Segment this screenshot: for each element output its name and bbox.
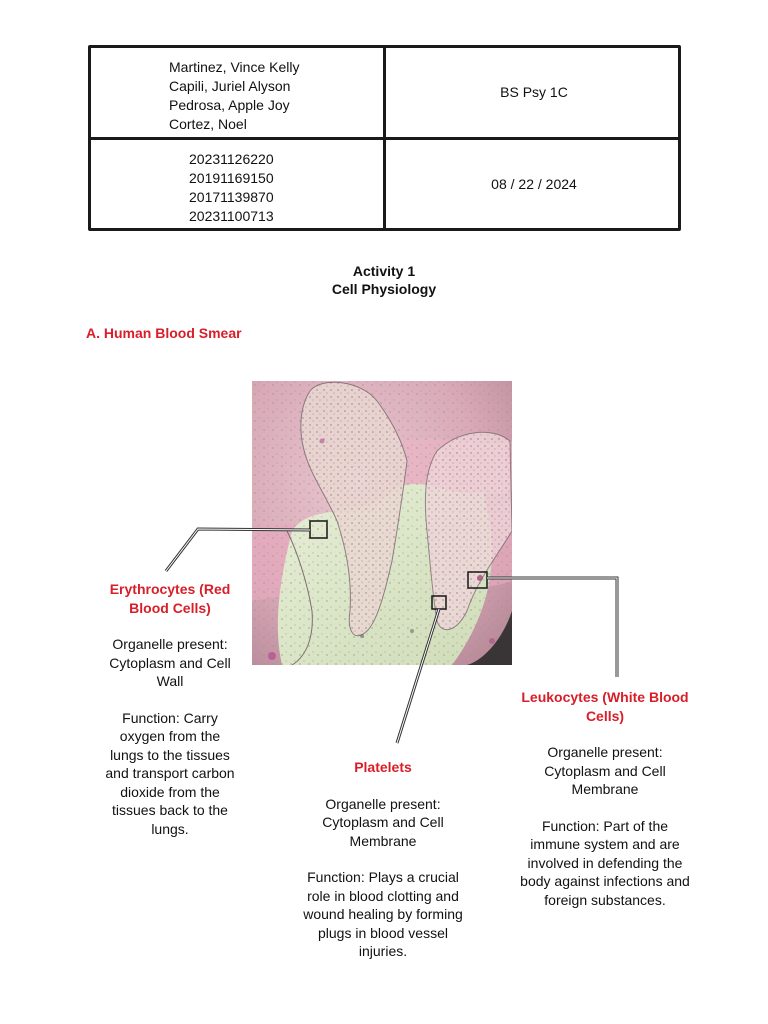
names-cell [169, 58, 299, 134]
erythrocytes-function-1: Function: Carry [122, 709, 218, 726]
leukocytes-function-3: involved in defending the [527, 854, 683, 871]
platelets-organelle-2: Cytoplasm and Cell [322, 814, 444, 830]
leukocytes-function-5: foreign substances. [544, 891, 666, 908]
leukocytes-organelle-1: Organelle present: [547, 744, 663, 760]
date-cell [387, 140, 681, 228]
leukocytes-function-4: body against infections and [520, 873, 690, 889]
leukocytes-organelle-3: Membrane [571, 781, 639, 797]
leukocytes-organelle-2: Cytoplasm and Cell [544, 762, 666, 779]
section-heading: A. Human Blood Smear [86, 325, 242, 341]
erythrocytes-function-4: and transport carbon [105, 765, 235, 781]
erythrocytes-function-7: lungs. [151, 820, 189, 837]
activity-title: Activity 1 [352, 263, 416, 279]
erythrocytes-block [95, 580, 245, 838]
name-1: Martinez, Vince Kelly [169, 59, 300, 75]
erythrocytes-organelle-2: Cytoplasm and Cell [109, 654, 231, 671]
leukocytes-function-2: immune system and are [530, 836, 680, 852]
platelets-function-4: plugs in blood vessel [318, 924, 448, 941]
student-id-4: 20231100713 [189, 208, 274, 224]
ids-cell [189, 150, 274, 226]
platelets-organelle-3: Membrane [349, 832, 417, 849]
platelets-function-5: injuries. [358, 943, 408, 959]
student-id-3: 20171139870 [189, 189, 274, 205]
course-text: BS Psy 1C [500, 84, 568, 100]
blood-smear-micrograph [252, 381, 512, 665]
leukocytes-label-2: Cells) [585, 707, 625, 724]
activity-subtitle: Cell Physiology [331, 281, 437, 297]
name-4: Cortez, Noel [169, 116, 247, 132]
leukocytes-function-1: Function: Part of the [541, 817, 669, 834]
platelets-function-1: Function: Plays a crucial [307, 869, 459, 885]
platelets-function-2: role in blood clotting and [307, 887, 459, 904]
name-3: Pedrosa, Apple Joy [169, 97, 290, 113]
student-id-2: 20191169150 [189, 170, 274, 186]
erythrocytes-label-1: Erythrocytes (Red [109, 581, 231, 597]
erythrocytes-organelle-3: Wall [156, 673, 184, 689]
erythrocytes-label-2: Blood Cells) [129, 599, 211, 616]
platelets-organelle-1: Organelle present: [325, 795, 441, 812]
erythrocytes-function-3: lungs to the tissues [110, 746, 230, 763]
platelets-function-3: wound healing by forming [303, 906, 463, 922]
erythrocytes-function-6: tissues back to the [112, 802, 228, 818]
student-id-1: 20231126220 [189, 151, 274, 167]
info-table [88, 45, 681, 231]
erythrocytes-function-2: oxygen from the [119, 728, 221, 744]
erythrocytes-organelle-1: Organelle present: [112, 636, 228, 652]
platelets-block [283, 758, 483, 961]
course-cell [387, 48, 681, 137]
leukocytes-block [500, 688, 710, 909]
leukocytes-label-1: Leukocytes (White Blood [521, 689, 689, 705]
date-text: 08 / 22 / 2024 [491, 175, 577, 192]
platelets-label: Platelets [354, 759, 412, 775]
erythrocytes-function-5: dioxide from the [120, 783, 220, 800]
name-2: Capili, Juriel Alyson [169, 78, 291, 94]
